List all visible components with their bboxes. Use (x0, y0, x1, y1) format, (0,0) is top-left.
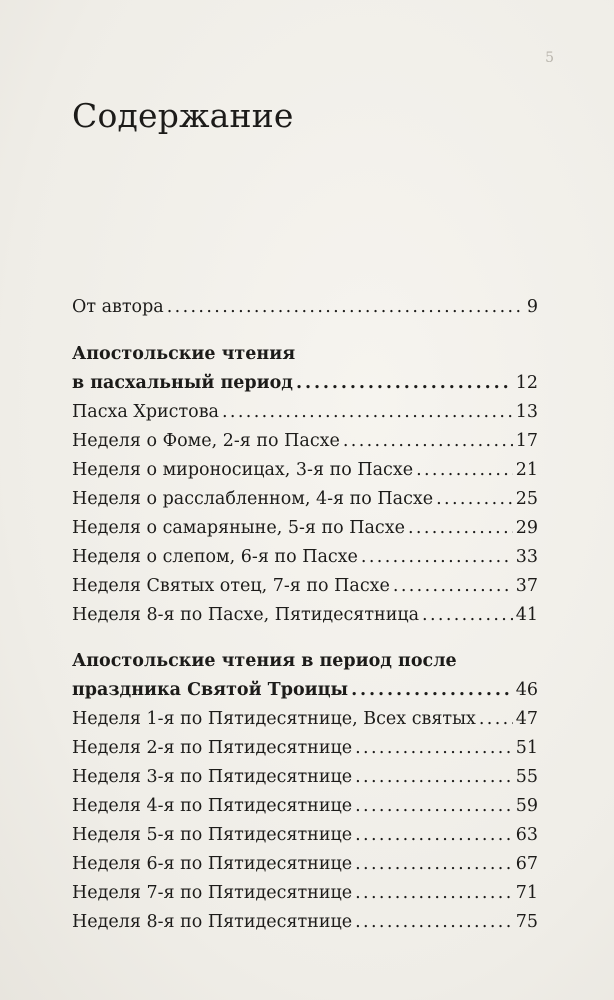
entry-title: Пасха Христова (72, 402, 219, 422)
page-ref: 9 (526, 297, 538, 317)
toc-entry[interactable] (72, 456, 538, 485)
entry-title: От автора (72, 297, 164, 317)
page-ref: 71 (515, 883, 538, 903)
dot-leader (355, 821, 513, 850)
dot-leader (436, 485, 513, 514)
toc-entry[interactable] (72, 485, 538, 514)
section-heading: Апостольские чтения в период после (72, 651, 457, 671)
table-of-contents (72, 293, 538, 937)
page-ref: 75 (515, 912, 538, 932)
toc-entry[interactable] (72, 763, 538, 792)
toc-entry[interactable] (72, 850, 538, 879)
page-ref: 25 (515, 489, 538, 509)
toc-entry[interactable] (72, 879, 538, 908)
toc-entry[interactable] (72, 734, 538, 763)
dot-leader (355, 792, 513, 821)
dot-leader (351, 676, 513, 705)
dot-leader (416, 456, 513, 485)
dot-leader (343, 427, 513, 456)
dot-leader (361, 543, 513, 572)
dot-leader (422, 601, 513, 630)
toc-entry[interactable] (72, 514, 538, 543)
page-ref: 13 (515, 402, 538, 422)
toc-entry[interactable] (72, 369, 538, 398)
entry-title: Неделя 1-я по Пятидесятнице, Всех святых (72, 709, 476, 729)
page-ref: 63 (515, 825, 538, 845)
toc-entry[interactable] (72, 427, 538, 456)
dot-leader (355, 908, 513, 937)
entry-title: Неделя 2-я по Пятидесятнице (72, 738, 353, 758)
dot-leader (222, 398, 513, 427)
page-ref: 41 (515, 605, 538, 625)
page-number: 5 (545, 50, 554, 66)
entry-title: Неделя о самаряныне, 5-я по Пасхе (72, 518, 405, 538)
dot-leader (167, 293, 524, 322)
dot-leader (479, 705, 513, 734)
page-ref: 59 (515, 796, 538, 816)
entry-title: Неделя о расслабленном, 4-я по Пасхе (72, 489, 434, 509)
toc-entry[interactable] (72, 543, 538, 572)
entry-title: Неделя 4-я по Пятидесятнице (72, 796, 353, 816)
page-title: Содержание (72, 96, 294, 135)
section-heading: праздника Святой Троицы (72, 680, 349, 700)
entry-title: Неделя 5-я по Пятидесятнице (72, 825, 353, 845)
dot-leader (355, 734, 513, 763)
dot-leader (355, 850, 513, 879)
toc-intro-group (72, 293, 538, 322)
toc-entry[interactable] (72, 293, 538, 322)
section-heading: Апостольские чтения (72, 344, 296, 364)
dot-leader (355, 763, 513, 792)
toc-entry[interactable] (72, 601, 538, 630)
dot-leader (355, 879, 513, 908)
toc-entry[interactable] (72, 705, 538, 734)
dot-leader (393, 572, 513, 601)
page-ref: 55 (515, 767, 538, 787)
toc-entry[interactable] (72, 908, 538, 937)
toc-entry[interactable] (72, 398, 538, 427)
toc-entry[interactable] (72, 572, 538, 601)
toc-entry[interactable] (72, 821, 538, 850)
page-ref: 47 (515, 709, 538, 729)
entry-title: Неделя о слепом, 6-я по Пасхе (72, 547, 358, 567)
dot-leader (296, 369, 513, 398)
page-ref: 17 (515, 431, 538, 451)
entry-title: Неделя о мироносицах, 3-я по Пасхе (72, 460, 414, 480)
page-ref: 29 (515, 518, 538, 538)
toc-entry[interactable] (72, 676, 538, 705)
entry-title: Неделя 6-я по Пятидесятнице (72, 854, 353, 874)
page-ref: 46 (515, 680, 538, 700)
page-ref: 21 (515, 460, 538, 480)
page-ref: 33 (515, 547, 538, 567)
page-ref: 37 (515, 576, 538, 596)
entry-title: Неделя 8-я по Пятидесятнице (72, 912, 353, 932)
dot-leader (408, 514, 513, 543)
toc-section-2 (72, 647, 538, 937)
entry-title: Неделя 3-я по Пятидесятнице (72, 767, 353, 787)
section-heading: в пасхальный период (72, 373, 293, 393)
toc-section-1 (72, 340, 538, 630)
page-ref: 51 (515, 738, 538, 758)
toc-entry[interactable] (72, 792, 538, 821)
entry-title: Неделя 7-я по Пятидесятнице (72, 883, 353, 903)
page-ref: 67 (515, 854, 538, 874)
page-ref: 12 (515, 373, 538, 393)
entry-title: Неделя 8-я по Пасхе, Пятидесятница (72, 605, 420, 625)
entry-title: Неделя Святых отец, 7-я по Пасхе (72, 576, 390, 596)
entry-title: Неделя о Фоме, 2-я по Пасхе (72, 431, 340, 451)
